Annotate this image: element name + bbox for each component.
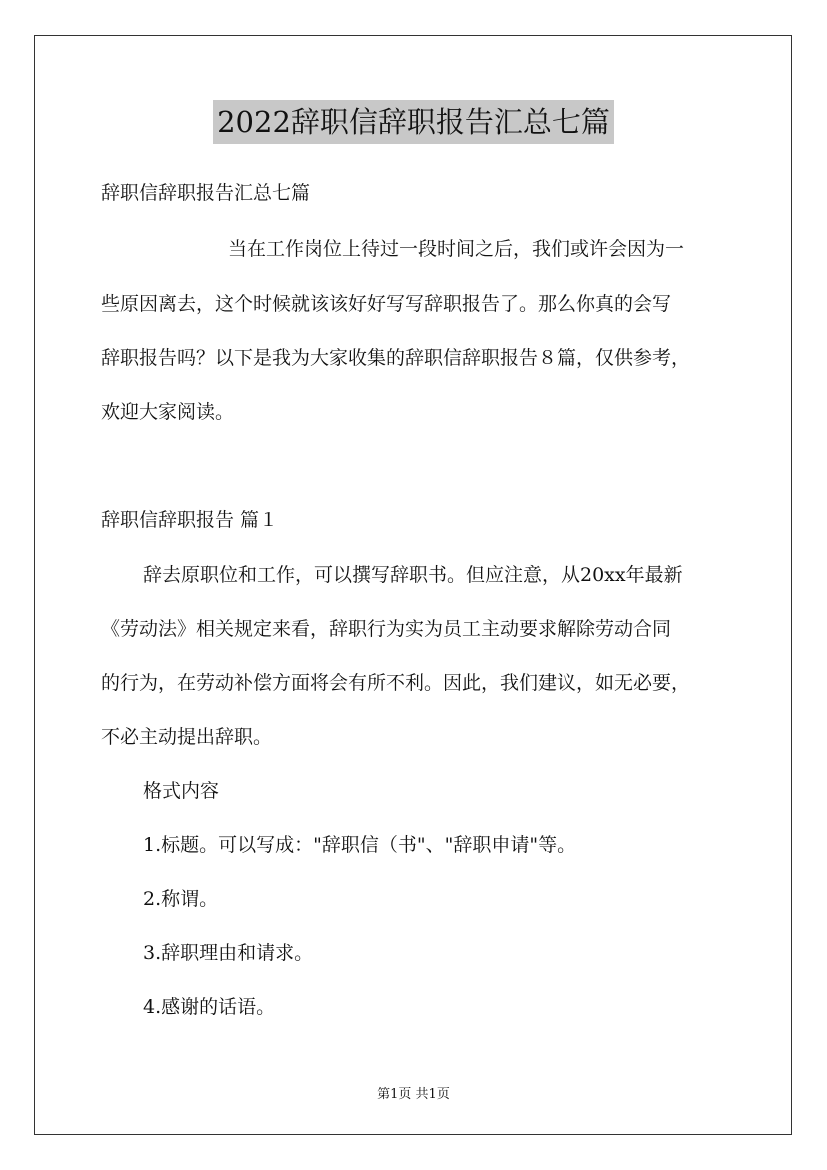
subtitle: 辞职信辞职报告汇总七篇: [101, 182, 311, 204]
list-item: 4.感谢的话语。: [143, 996, 276, 1018]
intro-line: 欢迎大家阅读。: [101, 401, 235, 423]
list-item: 1.标题。可以写成："辞职信（书"、"辞职申请"等。: [143, 834, 577, 856]
intro-line: 辞职报告吗？以下是我为大家收集的辞职信辞职报告８篇，仅供参考，: [101, 347, 691, 369]
document-title: 2022辞职信辞职报告汇总七篇: [213, 100, 614, 144]
body-line: 《劳动法》相关规定来看，辞职行为实为员工主动要求解除劳动合同: [101, 618, 672, 640]
section-heading: 辞职信辞职报告 篇１: [101, 509, 279, 531]
list-item: 3.辞职理由和请求。: [143, 942, 314, 964]
format-heading: 格式内容: [143, 780, 220, 802]
list-item: 2.称谓。: [143, 888, 219, 910]
body-line: 辞去原职位和工作，可以撰写辞职书。但应注意，从20xx年最新: [143, 564, 683, 586]
body-line: 不必主动提出辞职。: [101, 726, 273, 748]
page-footer: 第1页 共1页: [377, 1087, 450, 1102]
body-line: 的行为，在劳动补偿方面将会有所不利。因此，我们建议，如无必要，: [101, 672, 691, 694]
intro-line: 当在工作岗位上待过一段时间之后，我们或许会因为一: [228, 238, 685, 260]
document-title-wrap: [0, 100, 827, 144]
intro-line: 些原因离去，这个时候就该该好好写写辞职报告了。那么你真的会写: [101, 293, 672, 315]
